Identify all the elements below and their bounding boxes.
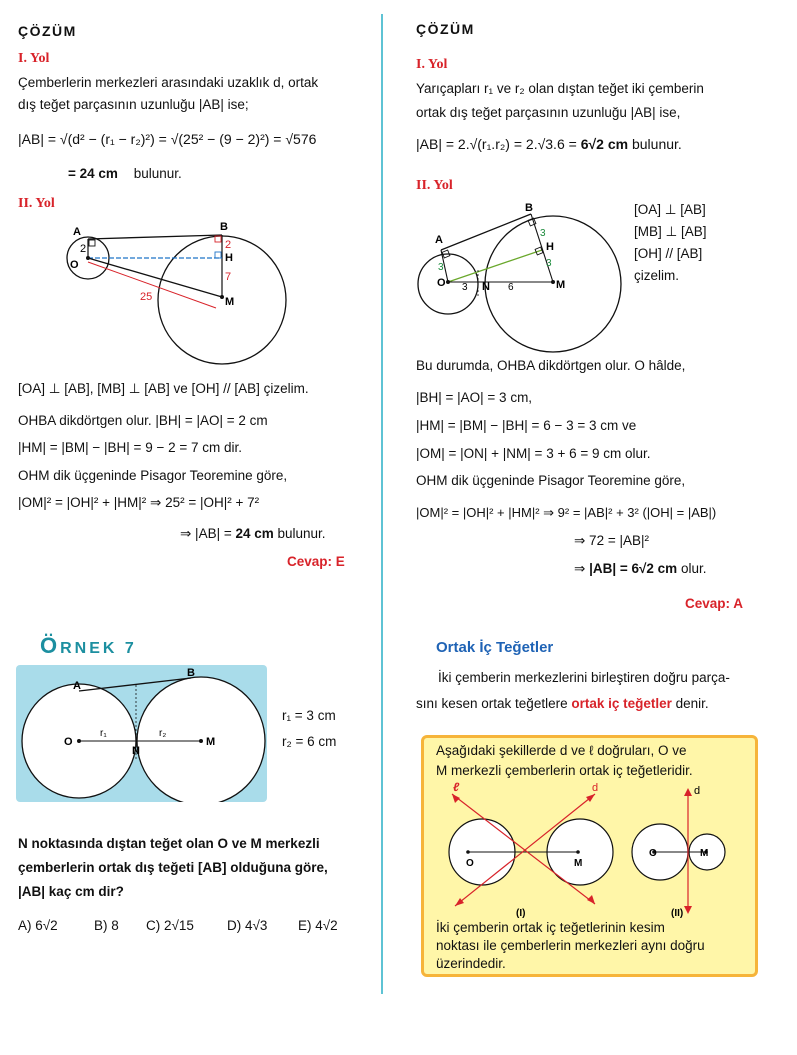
left-yol2-title: II. Yol — [18, 196, 55, 211]
left-text6-value: 24 cm — [235, 526, 274, 541]
right-yol1-line1: Yarıçapları r₁ ve r₂ olan dıştan teğet iki çemberin — [416, 81, 704, 96]
info-label-d2: d — [694, 785, 701, 797]
info-label-ell: ℓ — [453, 782, 460, 794]
right-text4: |OM| = |ON| + |NM| = 3 + 6 = 9 cm olur. — [416, 446, 651, 461]
left-yol1-result-tail: bulunur. — [133, 166, 182, 181]
left-solution-heading: ÇÖZÜM — [18, 23, 77, 39]
info-line2: M merkezli çemberlerin ortak iç teğetleridir. — [436, 763, 693, 778]
rfig-label-3c: 3 — [546, 258, 552, 269]
fig-label-b: B — [220, 221, 228, 233]
info-figure — [430, 782, 750, 920]
left-yol1-result-value: = 24 cm — [68, 166, 118, 181]
left-yol1-line2: dış teğet parçasının uzunluğu |AB| ise; — [18, 97, 249, 112]
right-text8 — [574, 561, 706, 577]
left-answer: Cevap: E — [287, 554, 345, 569]
left-text3: |HM| = |BM| − |BH| = 9 − 2 = 7 cm dir. — [18, 440, 242, 455]
ornek-title — [40, 633, 137, 659]
right-yol1-formula — [416, 136, 682, 152]
right-text8-value: |AB| = 6√2 cm — [589, 561, 678, 576]
right-note-2: [MB] ⊥ [AB] — [634, 224, 707, 239]
left-text1: [OA] ⊥ [AB], [MB] ⊥ [AB] ve [OH] // [AB] çizelim. — [18, 381, 309, 396]
fig-label-h: H — [225, 252, 233, 264]
info-label-m2: M — [700, 848, 709, 859]
info-line1: Aşağıdaki şekillerde d ve ℓ doğruları, O ve — [436, 743, 687, 758]
left-text5: |OM|² = |OH|² + |HM|² ⇒ 25² = |OH|² + 7² — [18, 495, 260, 510]
right-yol2-title: II. Yol — [416, 178, 453, 193]
right-yol2-figure — [410, 198, 625, 358]
right-text7: ⇒ 72 = |AB|² — [574, 533, 649, 548]
right-note-3: [OH] // [AB] — [634, 246, 703, 261]
right-note-1: [OA] ⊥ [AB] — [634, 202, 706, 217]
info-label-o1: O — [466, 858, 474, 869]
rfig-label-o: O — [437, 277, 446, 289]
left-text6 — [180, 526, 326, 542]
info-box — [421, 735, 758, 977]
section-line2-post: denir. — [671, 696, 709, 711]
section-line1: İki çemberin merkezlerini birleştiren doğru parça- — [438, 670, 730, 685]
problem-label-m: M — [206, 736, 216, 748]
question-line2: çemberlerin ortak dış teğeti [AB] olduğuna göre, — [18, 860, 328, 875]
problem-label-b: B — [187, 667, 195, 679]
rfig-label-3d: 3 — [462, 282, 468, 293]
right-yol1-formula-post: bulunur. — [628, 136, 682, 152]
rfig-label-3a: 3 — [438, 262, 444, 273]
rfig-label-b: B — [525, 202, 533, 214]
rfig-label-h: H — [546, 241, 554, 253]
right-text8-post: olur. — [677, 561, 707, 576]
fig-label-o: O — [70, 259, 79, 271]
problem-label-a: A — [73, 680, 81, 692]
right-text2: |BH| = |AO| = 3 cm, — [416, 390, 533, 405]
fig-label-2b: 2 — [225, 239, 232, 251]
fig-label-25: 25 — [140, 291, 153, 303]
info-label-ii: (II) — [671, 908, 684, 919]
right-text1: Bu durumda, OHBA dikdörtgen olur. O hâlde, — [416, 358, 686, 373]
info-label-m1: M — [574, 858, 583, 869]
right-yol1-line2: ortak dış teğet parçasının uzunluğu |AB| ise, — [416, 105, 681, 120]
right-yol1-formula-pre: |AB| = 2.√(r₁.r₂) = 2.√3.6 = — [416, 136, 581, 152]
choice-b[interactable]: B) 8 — [94, 918, 119, 933]
left-yol1-formula: |AB| = √(d² − (r₁ − r₂)²) = √(25² − (9 − 2)²) = √576 — [18, 131, 317, 147]
info-line3: İki çemberin ortak iç teğetlerinin kesim — [436, 920, 665, 935]
problem-figure — [16, 665, 267, 802]
left-yol1-result — [68, 166, 182, 181]
fig-label-7: 7 — [225, 271, 232, 283]
left-text6-post: bulunur. — [273, 526, 326, 541]
left-yol1-title: I. Yol — [18, 51, 50, 66]
info-label-i: (I) — [516, 908, 526, 919]
ornek-o-letter: Ö — [40, 633, 61, 658]
section-line2-pre: sını kesen ortak teğetlere — [416, 696, 572, 711]
section-line2 — [416, 696, 709, 711]
fig-label-2a: 2 — [80, 243, 87, 255]
section-line2-highlight: ortak iç teğetler — [571, 696, 672, 711]
info-line4: noktası ile çemberlerin merkezleri aynı doğru — [436, 938, 705, 953]
section-title: Ortak İç Teğetler — [436, 639, 554, 656]
rfig-label-6: 6 — [508, 282, 514, 293]
left-yol1-line1: Çemberlerin merkezleri arasındaki uzaklık d, ortak — [18, 75, 319, 90]
info-line5: üzerindedir. — [436, 956, 506, 971]
given-r1: r₁ = 3 cm — [282, 708, 336, 723]
fig-label-m: M — [225, 296, 235, 308]
right-note-4: çizelim. — [634, 268, 680, 283]
given-r2: r₂ = 6 cm — [282, 734, 337, 749]
choice-d[interactable]: D) 4√3 — [227, 918, 268, 933]
right-text3: |HM| = |BM| − |BH| = 6 − 3 = 3 cm ve — [416, 418, 637, 433]
rfig-label-3b: 3 — [540, 228, 546, 239]
choice-e[interactable]: E) 4√2 — [298, 918, 338, 933]
problem-label-o: O — [64, 736, 73, 748]
right-answer: Cevap: A — [685, 596, 744, 611]
column-divider — [381, 14, 383, 994]
rfig-label-n: N — [482, 281, 490, 293]
rfig-label-m: M — [556, 279, 566, 291]
left-text2: OHBA dikdörtgen olur. |BH| = |AO| = 2 cm — [18, 413, 268, 428]
choice-c[interactable]: C) 2√15 — [146, 918, 194, 933]
left-text4: OHM dik üçgeninde Pisagor Teoremine göre, — [18, 468, 288, 483]
right-text5: OHM dik üçgeninde Pisagor Teoremine göre, — [416, 473, 686, 488]
ornek-rest: RNEK 7 — [60, 640, 137, 657]
problem-label-n: N — [132, 745, 140, 757]
info-label-o2: O — [649, 848, 657, 859]
info-label-d1: d — [592, 782, 599, 794]
fig-label-a: A — [73, 226, 81, 238]
right-yol1-title: I. Yol — [416, 57, 448, 72]
problem-label-r2: r₂ — [159, 728, 167, 739]
right-solution-heading: ÇÖZÜM — [416, 21, 475, 37]
problem-figure-box — [16, 665, 267, 802]
right-yol1-formula-value: 6√2 cm — [580, 136, 629, 152]
problem-label-r1: r₁ — [100, 728, 107, 739]
left-text6-pre: ⇒ |AB| = — [180, 526, 236, 541]
right-text6: |OM|² = |OH|² + |HM|² ⇒ 9² = |AB|² + 3² (|OH| = |AB|) — [416, 505, 717, 520]
question-line3: |AB| kaç cm dir? — [18, 884, 124, 899]
rfig-label-a: A — [435, 234, 443, 246]
question-line1: N noktasında dıştan teğet olan O ve M merkezli — [18, 836, 320, 851]
choice-a[interactable]: A) 6√2 — [18, 918, 58, 933]
right-text8-pre: ⇒ — [574, 561, 590, 576]
left-yol2-figure — [60, 215, 300, 375]
